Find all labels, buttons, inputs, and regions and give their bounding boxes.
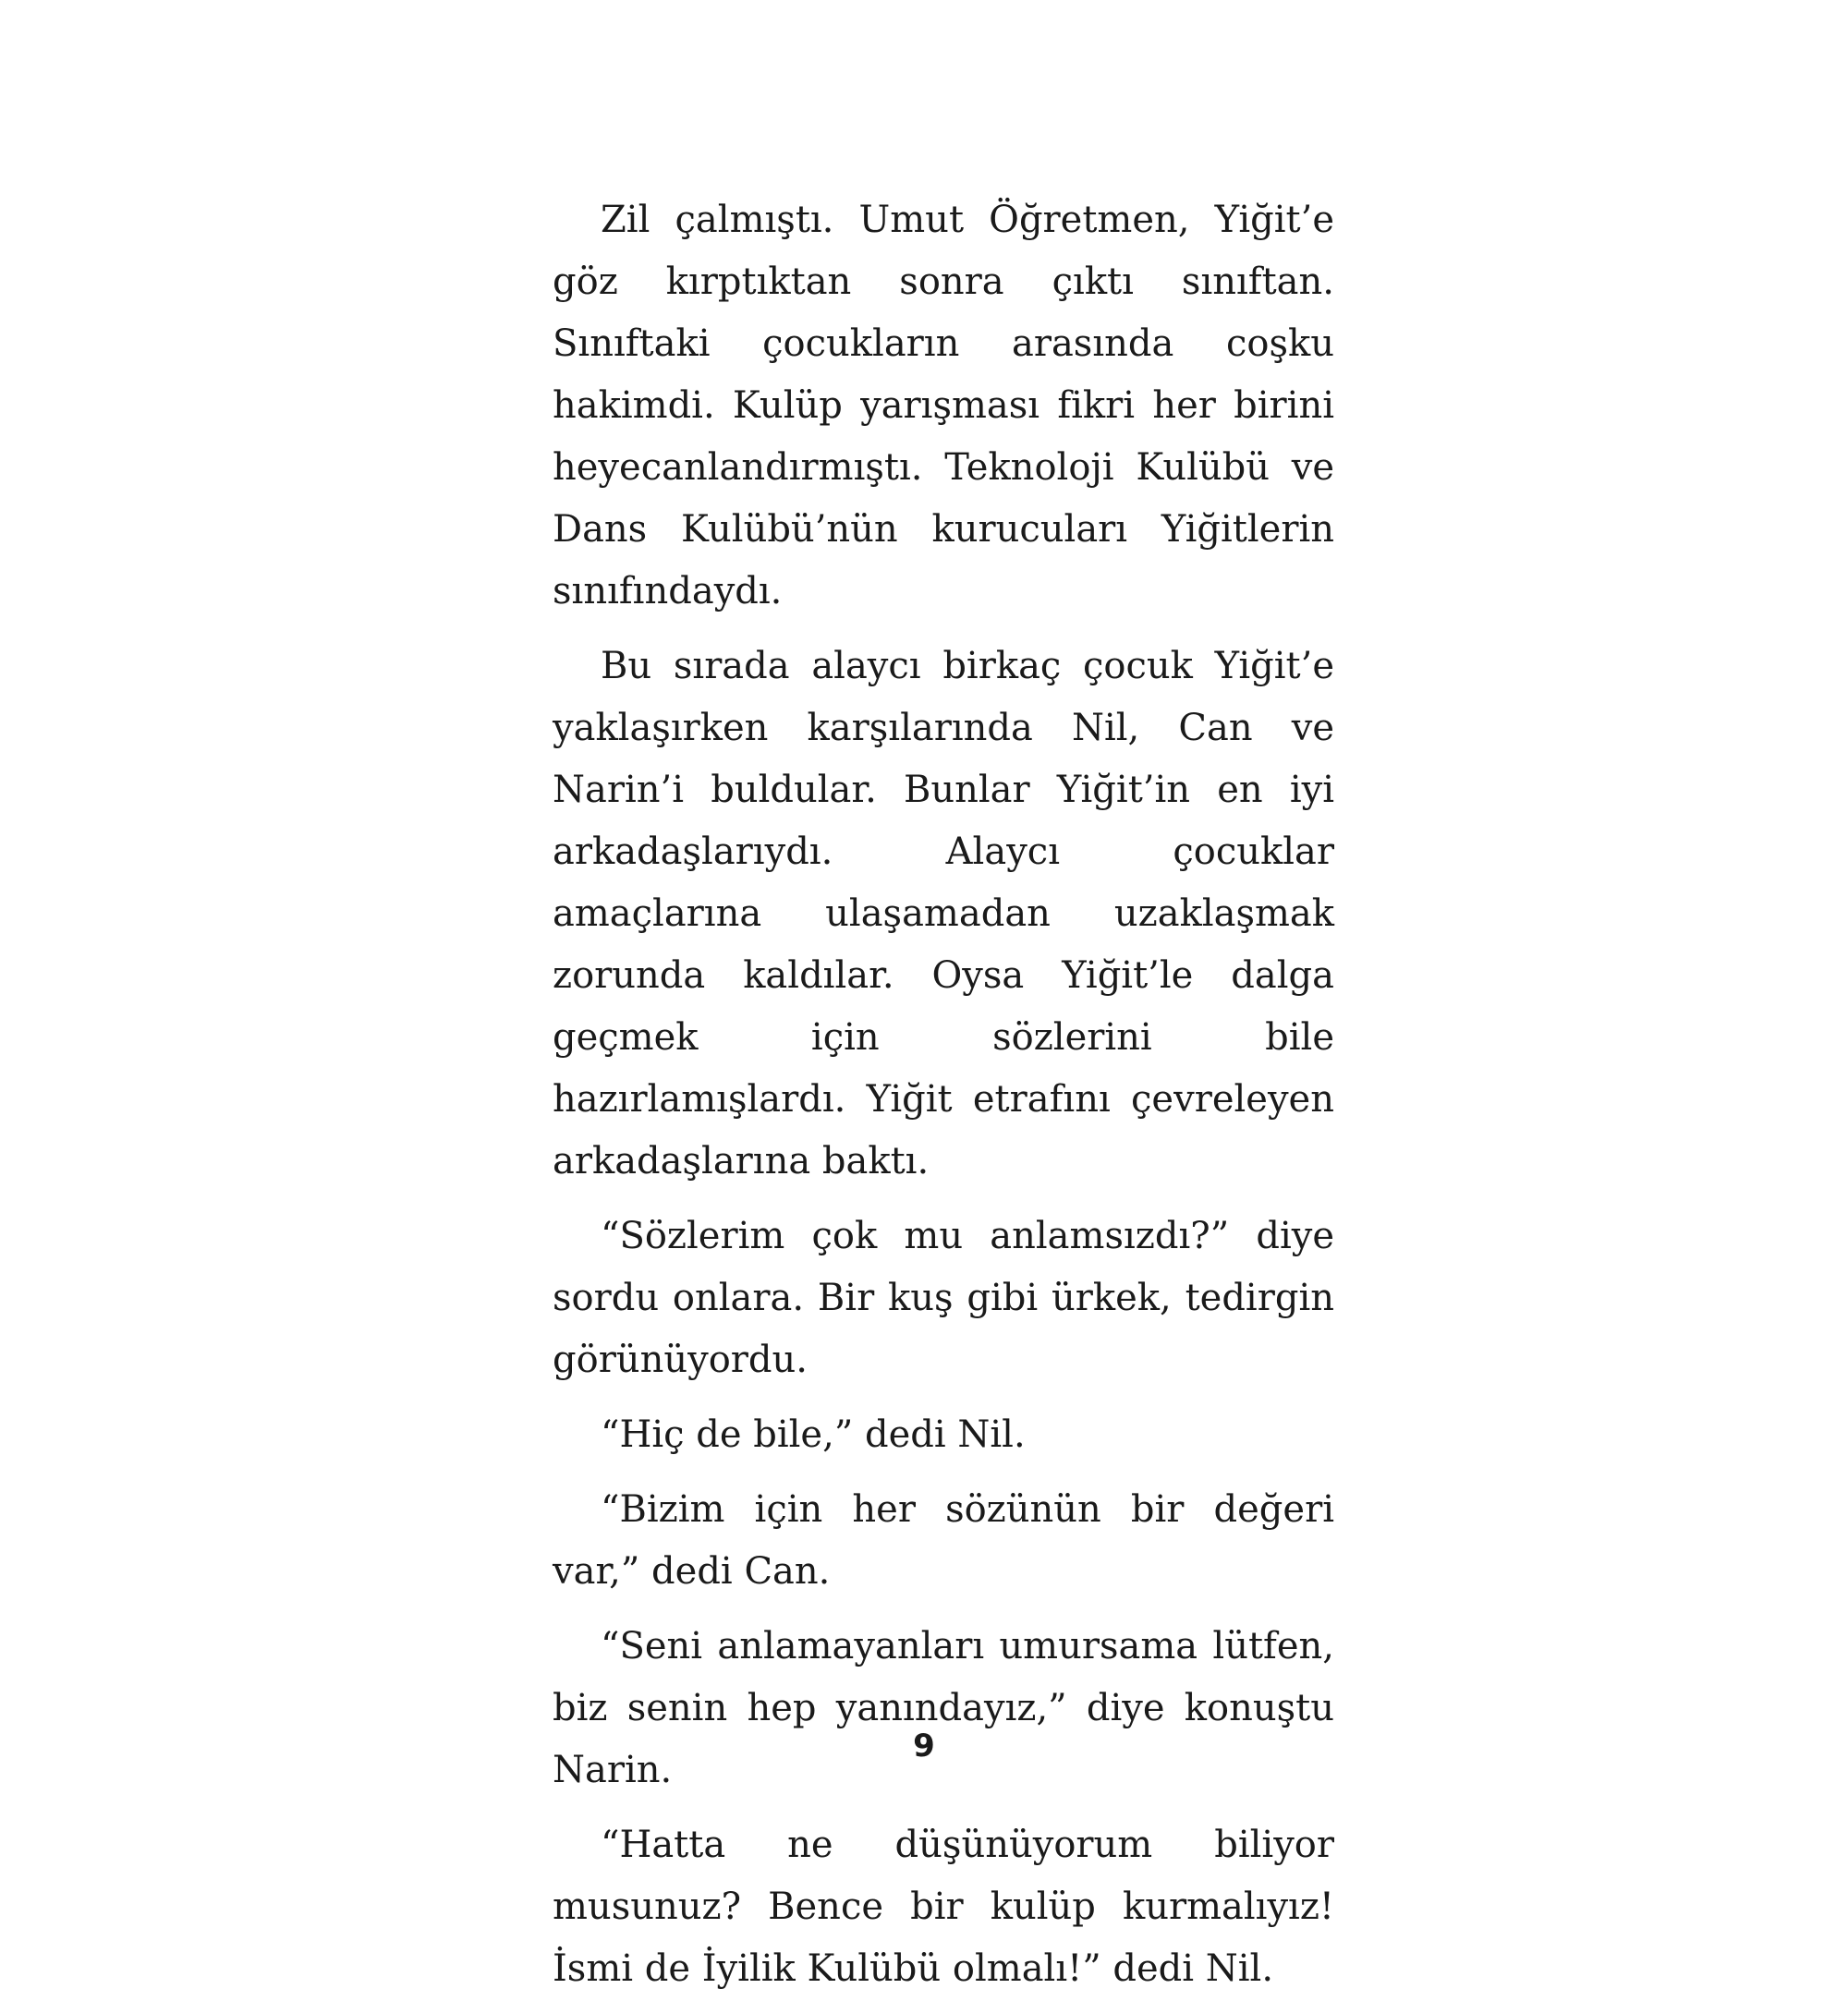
paragraph-4: “Hiç de bile,” dedi Nil. — [601, 1413, 1026, 1456]
paragraph-7: “Hatta ne düşünüyorum biliyor musunuz? Bence bir kulüp kurmalıyız! İsmi de İyilik Kulübü olmalı!” dedi Nil. — [553, 1824, 1334, 1990]
page-number: 9 — [913, 1728, 935, 1764]
paragraph-5: “Bizim için her sözünün bir değeri var,” dedi Can. — [553, 1488, 1334, 1593]
paragraph-1: Zil çalmıştı. Umut Öğretmen, Yiğit’e göz kırptıktan sonra çıktı sınıftan. Sınıftaki çocukların arasında coşku hakimdi. Kulüp yarışması fikri her birini heyecanlandırmıştı. Teknoloji Kulübü ve Dans Kulübü’nün kurucuları Yiğitlerin sınıfındaydı. — [553, 199, 1334, 612]
paragraph-6: “Seni anlamayanları umursama lütfen, biz senin hep yanındayız,” diye konuştu Narin. — [553, 1625, 1334, 1791]
paragraph-3: “Sözlerim çok mu anlamsızdı?” diye sordu onlara. Bir kuş gibi ürkek, tedirgin görünüyordu. — [553, 1215, 1334, 1381]
paragraph-2: Bu sırada alaycı birkaç çocuk Yiğit’e yaklaşırken karşılarında Nil, Can ve Narin’i buldular. Bunlar Yiğit’in en iyi arkadaşlarıydı. Alaycı çocuklar amaçlarına ulaşamadan uzaklaşmak zorunda kaldılar. Oysa Yiğit’le dalga geçmek için sözlerini bile hazırlamışlardı. Yiğit etrafını çevreleyen arkadaşlarına baktı. — [553, 645, 1334, 1182]
